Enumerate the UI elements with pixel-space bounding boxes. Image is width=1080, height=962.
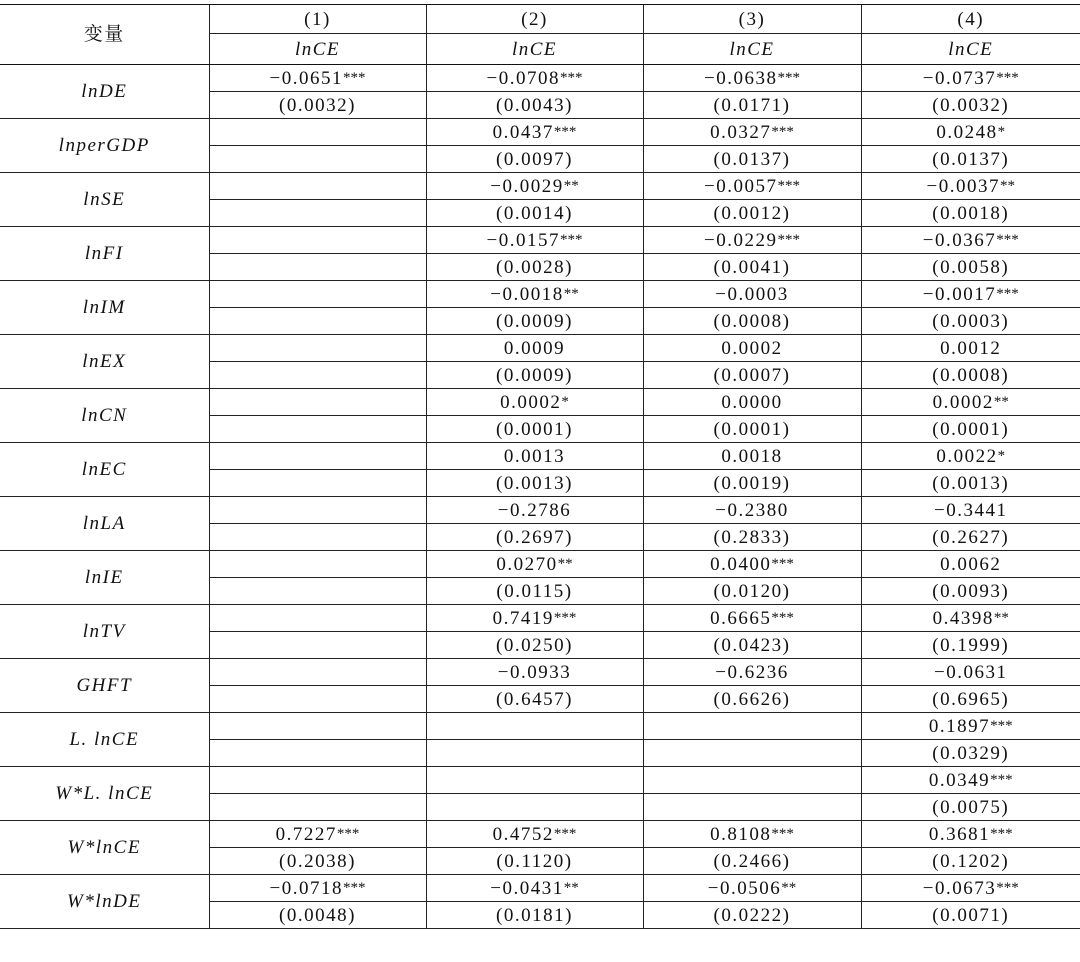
coefficient-cell [643, 173, 861, 200]
standard-error-cell: (0.0250) [426, 632, 643, 659]
coefficient-value: 0.4398 [932, 607, 994, 629]
coefficient-value: 0.0002 [500, 391, 562, 413]
coefficient-cell [861, 443, 1080, 470]
coefficient-cell [209, 875, 426, 902]
coefficient-value: 0.0437 [492, 121, 554, 143]
significance-stars: * [561, 393, 569, 410]
standard-error-cell: (0.0032) [209, 92, 426, 119]
significance-stars: *** [553, 609, 577, 626]
coefficient-cell [643, 227, 861, 254]
coefficient-cell [426, 281, 643, 308]
standard-error-cell: (0.2466) [643, 848, 861, 875]
coefficient-cell [643, 335, 861, 362]
significance-stars: *** [990, 825, 1013, 842]
coefficient-cell [861, 173, 1080, 200]
standard-error-cell [209, 254, 426, 281]
standard-error-cell [209, 200, 426, 227]
standard-error-cell: (0.0018) [861, 200, 1080, 227]
variable-name: lnFI [0, 227, 209, 281]
coefficient-cell [209, 497, 426, 524]
standard-error-cell: (0.0058) [861, 254, 1080, 281]
coefficient-cell [861, 821, 1080, 848]
coefficient-value: −0.0157 [486, 229, 560, 251]
coefficient-cell [426, 389, 643, 416]
variable-name: lnTV [0, 605, 209, 659]
significance-stars: *** [777, 177, 800, 194]
standard-error-cell: (0.0075) [861, 794, 1080, 821]
significance-stars: ** [781, 879, 797, 896]
coefficient-value: −0.6236 [715, 661, 789, 683]
coefficient-cell [209, 389, 426, 416]
coefficient-value: 0.0009 [503, 337, 566, 359]
standard-error-cell: (0.0071) [861, 902, 1080, 929]
coefficient-cell [426, 713, 643, 740]
coefficient-cell [209, 119, 426, 146]
column-number: (2) [426, 5, 643, 34]
standard-error-cell [209, 362, 426, 389]
coefficient-row [0, 119, 1080, 146]
standard-error-cell: (0.0028) [426, 254, 643, 281]
significance-stars: *** [771, 123, 794, 140]
standard-error-cell: (0.0048) [209, 902, 426, 929]
coefficient-value: −0.0003 [715, 283, 789, 305]
significance-stars: *** [342, 69, 366, 86]
coefficient-cell [209, 281, 426, 308]
coefficient-cell [643, 551, 861, 578]
coefficient-row [0, 659, 1080, 686]
coefficient-cell [426, 119, 643, 146]
coefficient-cell [426, 65, 643, 92]
standard-error-cell [209, 416, 426, 443]
variable-name: lnDE [0, 65, 209, 119]
dependent-variable: lnCE [426, 34, 643, 65]
standard-error-cell: (0.0329) [861, 740, 1080, 767]
coefficient-cell [209, 227, 426, 254]
coefficient-value: −0.2380 [715, 499, 789, 521]
significance-stars: ** [993, 393, 1009, 410]
variable-name: lnIM [0, 281, 209, 335]
coefficient-cell [209, 713, 426, 740]
coefficient-value: −0.0631 [934, 661, 1008, 683]
variable-name: W*lnDE [0, 875, 209, 929]
significance-stars: ** [563, 177, 579, 194]
coefficient-value: 0.0270 [496, 553, 558, 575]
coefficient-cell [861, 551, 1080, 578]
coefficient-value: −0.0651 [269, 67, 343, 89]
coefficient-value: 0.0022 [936, 445, 998, 467]
significance-stars: * [997, 447, 1006, 464]
standard-error-cell [209, 470, 426, 497]
coefficient-cell [209, 821, 426, 848]
variable-name: GHFT [0, 659, 209, 713]
significance-stars: *** [996, 285, 1019, 302]
standard-error-cell: (0.0009) [426, 362, 643, 389]
coefficient-value: 0.7419 [492, 607, 554, 629]
coefficient-row [0, 551, 1080, 578]
coefficient-cell [209, 335, 426, 362]
standard-error-cell: (0.0137) [861, 146, 1080, 173]
coefficient-cell [861, 875, 1080, 902]
standard-error-cell: (0.0009) [426, 308, 643, 335]
standard-error-cell: (0.0171) [643, 92, 861, 119]
coefficient-value: −0.0057 [704, 175, 778, 197]
standard-error-cell: (0.6457) [426, 686, 643, 713]
standard-error-cell: (0.6626) [643, 686, 861, 713]
coefficient-cell [209, 659, 426, 686]
coefficient-value: 0.0012 [940, 337, 1002, 359]
coefficient-value: −0.0018 [490, 283, 564, 305]
standard-error-cell [209, 686, 426, 713]
coefficient-value: −0.3441 [934, 499, 1008, 521]
coefficient-cell [426, 335, 643, 362]
coefficient-value: 0.0000 [721, 391, 783, 413]
coefficient-cell [426, 173, 643, 200]
coefficient-cell [426, 605, 643, 632]
standard-error-cell: (0.1120) [426, 848, 643, 875]
coefficient-cell [643, 713, 861, 740]
significance-stars: *** [559, 69, 583, 86]
standard-error-cell [209, 578, 426, 605]
coefficient-cell [643, 875, 861, 902]
coefficient-value: −0.0029 [490, 175, 564, 197]
variable-name: lnEX [0, 335, 209, 389]
standard-error-cell [209, 632, 426, 659]
standard-error-cell: (0.0120) [643, 578, 861, 605]
coefficient-cell [209, 173, 426, 200]
coefficient-row [0, 227, 1080, 254]
coefficient-cell [861, 713, 1080, 740]
standard-error-cell: (0.0007) [643, 362, 861, 389]
coefficient-value: −0.0737 [922, 67, 997, 89]
coefficient-value: 0.0013 [503, 445, 566, 467]
standard-error-cell: (0.6965) [861, 686, 1080, 713]
standard-error-cell: (0.0115) [426, 578, 643, 605]
coefficient-value: 0.3681 [928, 823, 991, 845]
table-body [0, 65, 1080, 929]
standard-error-cell: (0.0012) [643, 200, 861, 227]
coefficient-value: −0.0017 [922, 283, 997, 305]
coefficient-row [0, 605, 1080, 632]
coefficient-value: 0.0018 [721, 445, 783, 467]
variable-name: lnCN [0, 389, 209, 443]
variable-name: W*lnCE [0, 821, 209, 875]
standard-error-cell: (0.2038) [209, 848, 426, 875]
significance-stars: *** [990, 771, 1013, 788]
significance-stars: *** [777, 231, 800, 248]
coefficient-value: 0.1897 [928, 715, 991, 737]
column-number: (3) [643, 5, 861, 34]
coefficient-cell [861, 65, 1080, 92]
coefficient-row [0, 65, 1080, 92]
variable-name: L. lnCE [0, 713, 209, 767]
significance-stars: *** [771, 555, 794, 572]
significance-stars: *** [996, 231, 1019, 248]
standard-error-cell: (0.0001) [643, 416, 861, 443]
coefficient-value: 0.0400 [710, 553, 772, 575]
regression-table [0, 4, 1080, 929]
coefficient-value: −0.0638 [704, 67, 778, 89]
coefficient-row [0, 713, 1080, 740]
coefficient-cell [861, 497, 1080, 524]
coefficient-value: 0.0349 [928, 769, 991, 791]
coefficient-cell [643, 605, 861, 632]
standard-error-cell: (0.1202) [861, 848, 1080, 875]
significance-stars: *** [336, 825, 360, 842]
coefficient-cell [643, 497, 861, 524]
variable-header: 变量 [0, 5, 209, 65]
standard-error-cell [426, 740, 643, 767]
coefficient-cell [643, 389, 861, 416]
coefficient-value: −0.0037 [926, 175, 1000, 197]
standard-error-cell: (0.0181) [426, 902, 643, 929]
coefficient-value: 0.8108 [710, 823, 772, 845]
coefficient-cell [861, 281, 1080, 308]
significance-stars: ** [993, 609, 1009, 626]
standard-error-cell [426, 794, 643, 821]
standard-error-cell: (0.0222) [643, 902, 861, 929]
coefficient-value: 0.7227 [275, 823, 337, 845]
standard-error-cell: (0.0041) [643, 254, 861, 281]
column-number: (1) [209, 5, 426, 34]
significance-stars: ** [563, 285, 579, 302]
variable-name: lnSE [0, 173, 209, 227]
standard-error-cell: (0.2627) [861, 524, 1080, 551]
significance-stars: *** [990, 717, 1013, 734]
coefficient-cell [426, 443, 643, 470]
significance-stars: ** [557, 555, 573, 572]
coefficient-cell [861, 119, 1080, 146]
coefficient-cell [426, 497, 643, 524]
standard-error-cell: (0.0003) [861, 308, 1080, 335]
dependent-variable: lnCE [209, 34, 426, 65]
coefficient-row [0, 389, 1080, 416]
standard-error-cell: (0.0097) [426, 146, 643, 173]
coefficient-row [0, 281, 1080, 308]
coefficient-value: 0.0002 [721, 337, 783, 359]
coefficient-row [0, 335, 1080, 362]
coefficient-cell [209, 443, 426, 470]
coefficient-value: −0.0933 [497, 661, 572, 683]
variable-name: W*L. lnCE [0, 767, 209, 821]
significance-stars: *** [996, 879, 1019, 896]
coefficient-value: 0.4752 [492, 823, 554, 845]
standard-error-cell [209, 524, 426, 551]
coefficient-value: −0.0718 [269, 877, 343, 899]
coefficient-value: −0.0367 [922, 229, 997, 251]
significance-stars: *** [771, 825, 794, 842]
standard-error-cell: (0.1999) [861, 632, 1080, 659]
coefficient-value: −0.0229 [704, 229, 778, 251]
standard-error-cell [209, 308, 426, 335]
coefficient-row [0, 875, 1080, 902]
standard-error-cell: (0.0423) [643, 632, 861, 659]
coefficient-row [0, 173, 1080, 200]
coefficient-cell [643, 281, 861, 308]
coefficient-value: −0.2786 [497, 499, 572, 521]
standard-error-cell: (0.0093) [861, 578, 1080, 605]
standard-error-cell [209, 146, 426, 173]
significance-stars: *** [996, 69, 1019, 86]
coefficient-cell [426, 821, 643, 848]
standard-error-cell: (0.0032) [861, 92, 1080, 119]
standard-error-cell: (0.0137) [643, 146, 861, 173]
coefficient-value: 0.0327 [710, 121, 772, 143]
standard-error-cell: (0.0001) [861, 416, 1080, 443]
coefficient-cell [643, 119, 861, 146]
coefficient-value: 0.0062 [940, 553, 1002, 575]
coefficient-cell [643, 65, 861, 92]
standard-error-cell: (0.2697) [426, 524, 643, 551]
coefficient-row [0, 821, 1080, 848]
coefficient-cell [643, 821, 861, 848]
coefficient-cell [426, 551, 643, 578]
standard-error-cell: (0.0013) [861, 470, 1080, 497]
significance-stars: *** [559, 231, 583, 248]
coefficient-value: 0.6665 [710, 607, 772, 629]
standard-error-cell: (0.0043) [426, 92, 643, 119]
significance-stars: ** [999, 177, 1015, 194]
coefficient-row [0, 443, 1080, 470]
coefficient-cell [861, 659, 1080, 686]
coefficient-cell [209, 605, 426, 632]
variable-name: lnEC [0, 443, 209, 497]
variable-name: lnLA [0, 497, 209, 551]
coefficient-cell [643, 659, 861, 686]
coefficient-cell [861, 767, 1080, 794]
standard-error-cell [209, 740, 426, 767]
standard-error-cell [643, 740, 861, 767]
significance-stars: *** [777, 69, 800, 86]
significance-stars: *** [771, 609, 794, 626]
standard-error-cell: (0.0019) [643, 470, 861, 497]
coefficient-value: 0.0002 [932, 391, 994, 413]
standard-error-cell: (0.0013) [426, 470, 643, 497]
standard-error-cell: (0.0001) [426, 416, 643, 443]
coefficient-cell [861, 227, 1080, 254]
coefficient-cell [426, 767, 643, 794]
coefficient-cell [209, 65, 426, 92]
standard-error-cell: (0.0008) [643, 308, 861, 335]
coefficient-cell [209, 767, 426, 794]
variable-name: lnIE [0, 551, 209, 605]
coefficient-row [0, 767, 1080, 794]
standard-error-cell: (0.0014) [426, 200, 643, 227]
dependent-variable: lnCE [643, 34, 861, 65]
column-number-row [0, 5, 1080, 34]
significance-stars: *** [553, 825, 577, 842]
coefficient-row [0, 497, 1080, 524]
coefficient-cell [426, 659, 643, 686]
coefficient-value: −0.0673 [922, 877, 997, 899]
significance-stars: *** [553, 123, 577, 140]
standard-error-cell: (0.0008) [861, 362, 1080, 389]
standard-error-cell [209, 794, 426, 821]
significance-stars: ** [563, 879, 579, 896]
standard-error-cell [643, 794, 861, 821]
coefficient-cell [426, 227, 643, 254]
significance-stars: *** [342, 879, 366, 896]
coefficient-value: 0.0248 [936, 121, 998, 143]
coefficient-cell [426, 875, 643, 902]
coefficient-value: −0.0506 [707, 877, 782, 899]
significance-stars: * [997, 123, 1006, 140]
coefficient-value: −0.0708 [486, 67, 560, 89]
coefficient-cell [861, 605, 1080, 632]
coefficient-value: −0.0431 [490, 877, 564, 899]
standard-error-cell: (0.2833) [643, 524, 861, 551]
column-number: (4) [861, 5, 1080, 34]
coefficient-cell [861, 335, 1080, 362]
coefficient-cell [861, 389, 1080, 416]
coefficient-cell [643, 767, 861, 794]
dependent-variable: lnCE [861, 34, 1080, 65]
coefficient-cell [643, 443, 861, 470]
variable-name: lnperGDP [0, 119, 209, 173]
coefficient-cell [209, 551, 426, 578]
